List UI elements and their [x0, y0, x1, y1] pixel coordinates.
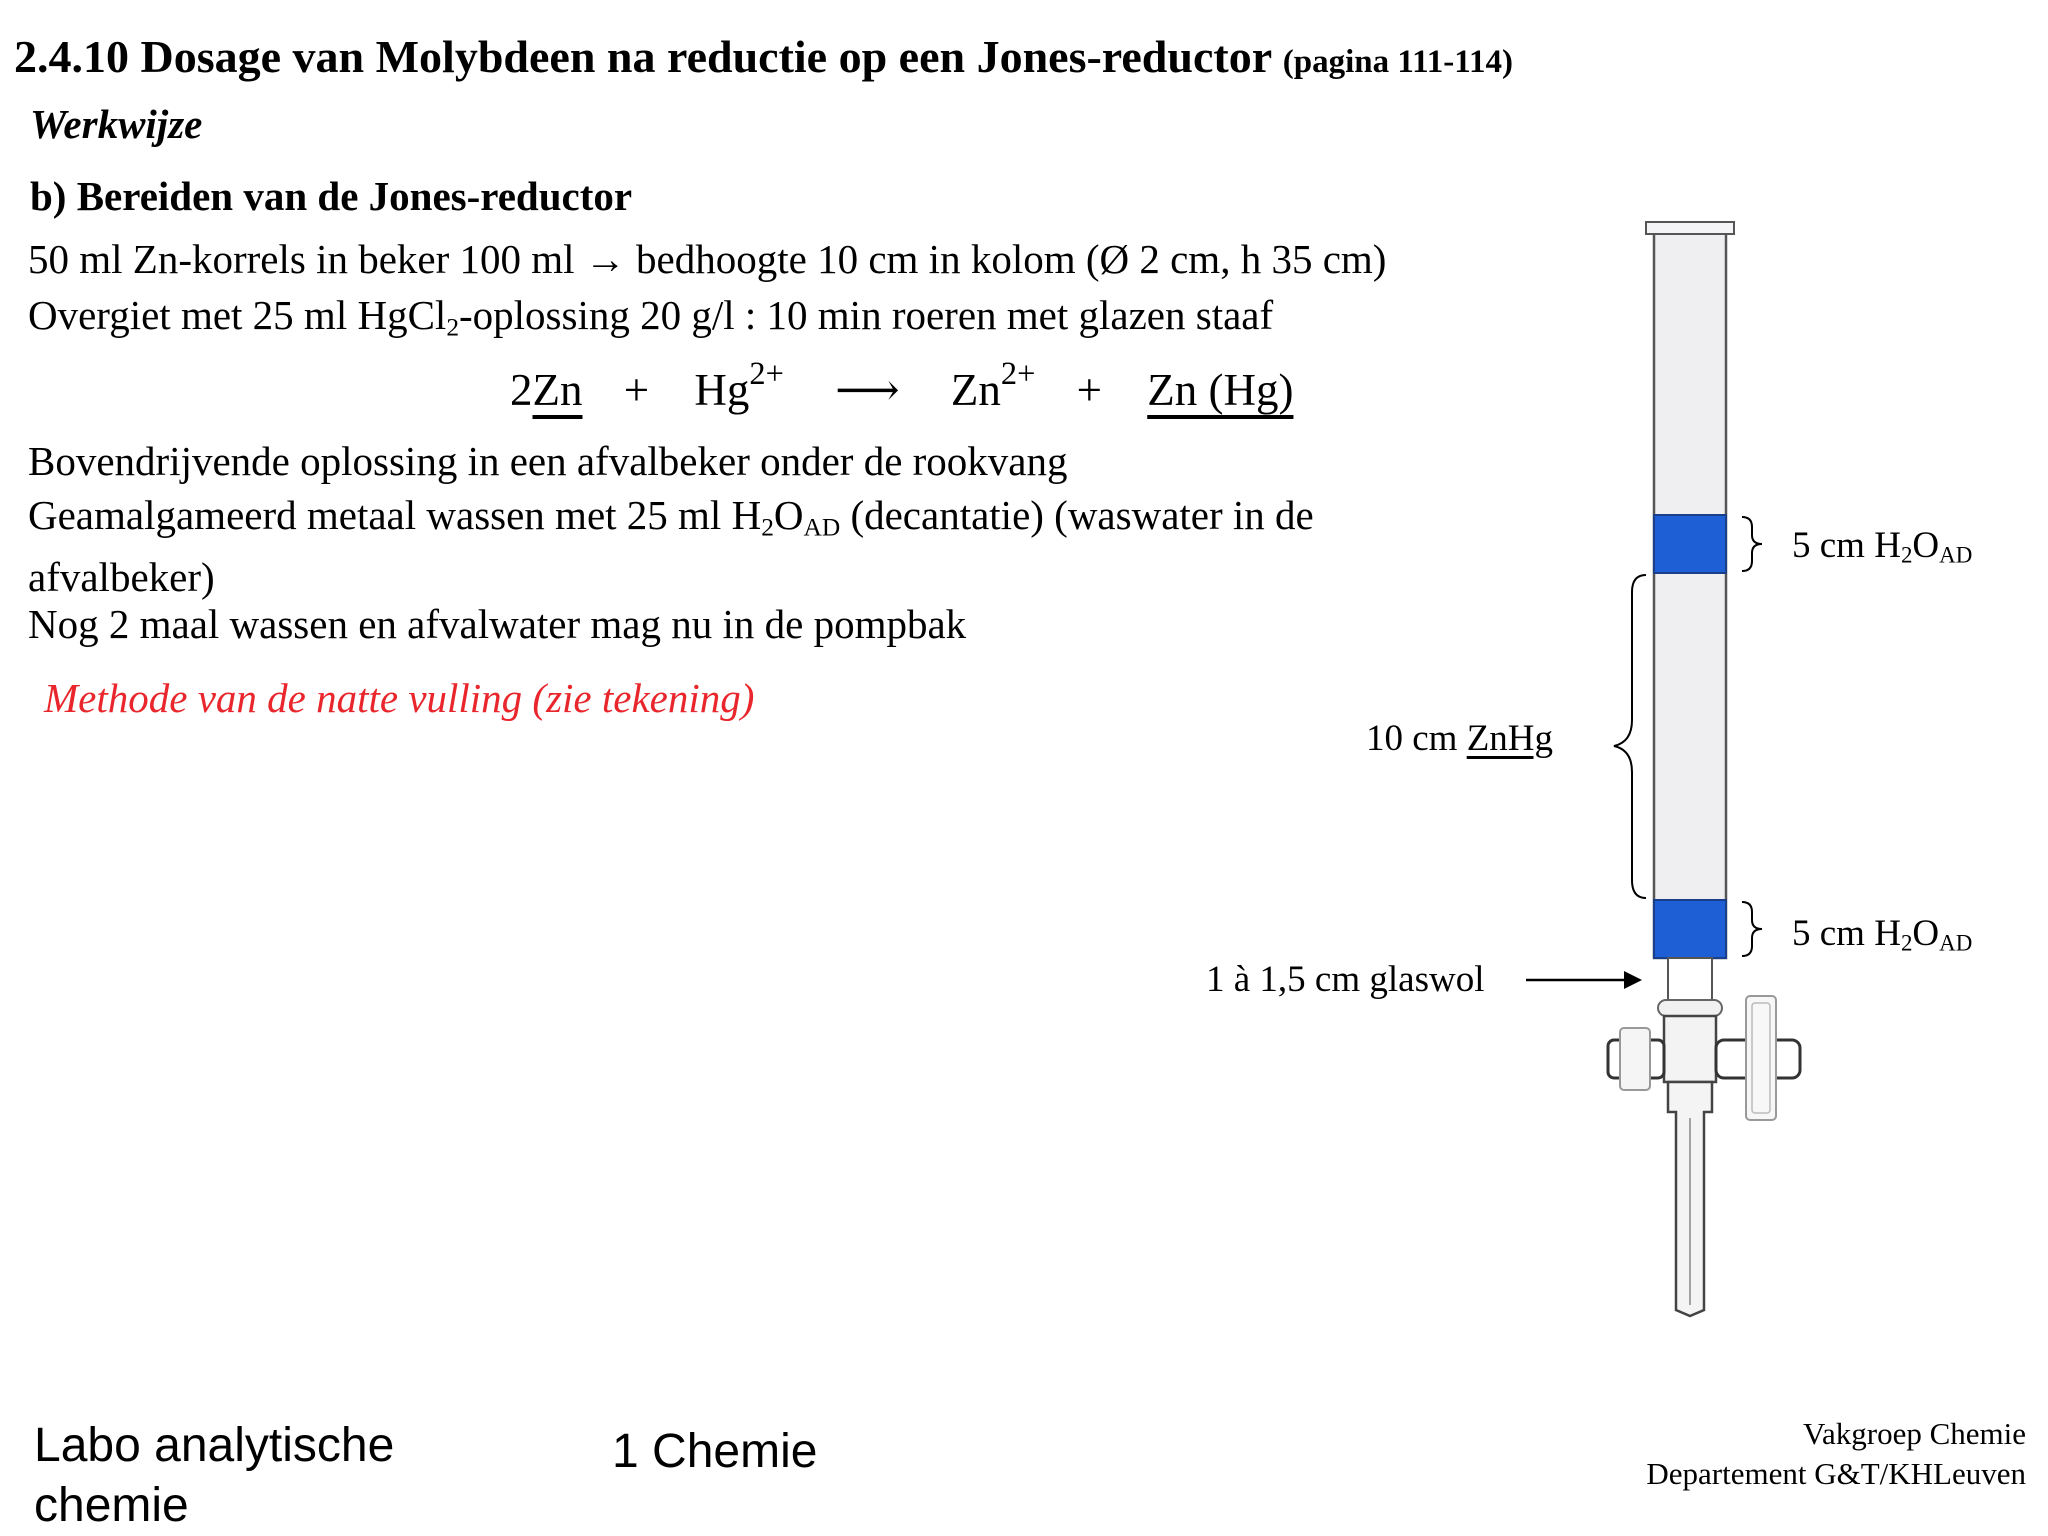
brace-zinc-bed [1614, 575, 1646, 898]
label-zinc-bed [1366, 717, 1553, 760]
step-line-4-text-c: (decantatie) (waswater in de [840, 492, 1314, 538]
label-zinc-bed-b: ZnHg [1466, 718, 1554, 759]
step-line-4-text-a: Geamalgameerd metaal wassen met 25 ml H [28, 492, 762, 538]
label-top-water-b: O [1912, 525, 1940, 566]
footer-right-line-2: Departement G&T/KHLeuven [1646, 1456, 2026, 1491]
step-line-2-subscript: 2 [446, 313, 460, 342]
label-top-water-a: 5 cm H [1792, 525, 1901, 566]
glasswool-arrow [1526, 971, 1642, 989]
label-zinc-bed-a: 10 cm [1366, 718, 1467, 759]
footer-right-line-1: Vakgroep Chemie [1803, 1416, 2026, 1451]
label-glasswool: 1 à 1,5 cm glaswol [1206, 959, 1485, 1000]
water-band-bottom [1654, 900, 1726, 958]
label-top-water [1792, 524, 1972, 569]
eq-amalgam: Zn (Hg) [1147, 365, 1294, 416]
step-line-4-subscript-1: 2 [761, 513, 774, 542]
eq-plus-2: + [1076, 365, 1102, 416]
step-line-3: Bovendrijvende oplossing in een afvalbeker onder de rookvang [28, 438, 1068, 484]
footer-left-line-1: Labo analytische [34, 1419, 395, 1472]
label-bottom-water-sub2: AD [1939, 930, 1973, 956]
outlet-tip [1668, 1082, 1712, 1316]
step-line-6: Nog 2 maal wassen en afvalwater mag nu in de pompbak [28, 601, 967, 647]
eq-coefficient: 2 [510, 365, 533, 416]
footer-center: 1 Chemie [612, 1425, 818, 1478]
water-band-top [1654, 515, 1726, 573]
footer-left-line-2: chemie [34, 1479, 189, 1532]
label-bottom-water-sub1: 2 [1900, 930, 1913, 956]
column-body [1646, 222, 1734, 958]
eq-mercury-charge: 2+ [749, 356, 784, 392]
label-top-water-sub1: 2 [1900, 542, 1913, 568]
eq-zinc-ion: Zn [950, 365, 1001, 416]
step-line-4-text-b: O [773, 492, 804, 538]
wet-filling-note: Methode van de natte vulling (zie tekening) [44, 675, 755, 721]
glasswool-plug [1668, 958, 1712, 1000]
title-main: 2.4.10 Dosage van Molybdeen na reductie op een Jones-reductor [14, 31, 1272, 82]
label-bottom-water-a: 5 cm H [1792, 913, 1901, 954]
joint-ring [1658, 1000, 1722, 1016]
title-pages: (pagina 111-114) [1282, 44, 1513, 80]
label-bottom-water-b: O [1912, 913, 1940, 954]
step-line-5: afvalbeker) [28, 554, 215, 600]
eq-zinc: Zn [532, 365, 583, 416]
label-top-water-sub2: AD [1939, 542, 1973, 568]
eq-arrow: ⟶ [835, 365, 900, 416]
brace-top-water [1742, 517, 1762, 571]
eq-plus-1: + [623, 365, 650, 416]
eq-mercury: Hg [694, 365, 750, 416]
section-heading: b) Bereiden van de Jones-reductor [30, 173, 633, 219]
label-bottom-water [1792, 912, 1972, 957]
subtitle: Werkwijze [30, 101, 203, 147]
step-line-2-text-b: -oplossing 20 g/l : 10 min roeren met glazen staaf [459, 292, 1274, 338]
step-line-4-subscript-2: AD [803, 513, 841, 542]
step-line-2-text-a: Overgiet met 25 ml HgCl [28, 292, 447, 338]
eq-zinc-ion-charge: 2+ [1000, 356, 1036, 392]
step-line-1: 50 ml Zn-korrels in beker 100 ml → bedhoogte 10 cm in kolom (Ø 2 cm, h 35 cm) [28, 236, 1387, 282]
brace-bottom-water [1742, 902, 1762, 956]
